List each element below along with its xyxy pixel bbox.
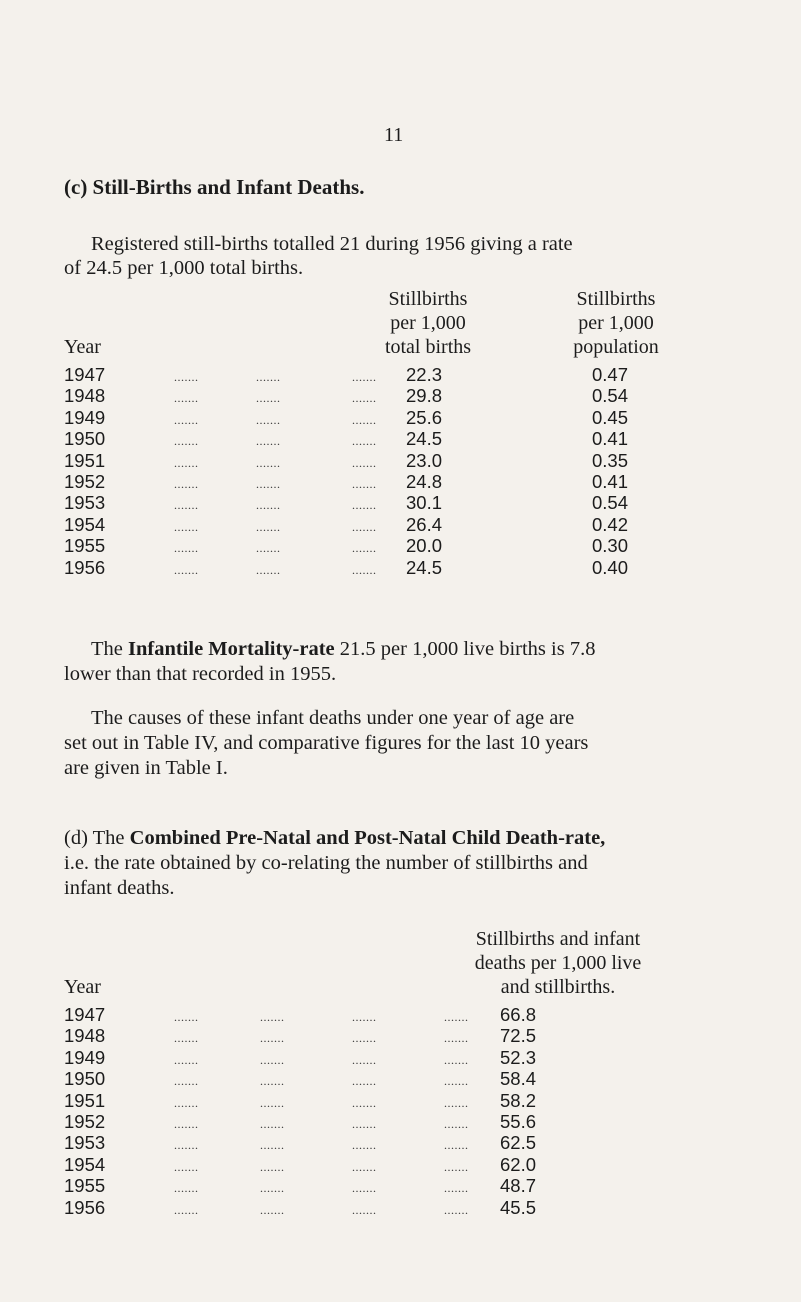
leader-dots: .......: [352, 1202, 377, 1217]
table-c-col3-header: [548, 287, 684, 359]
leader-dots: .......: [256, 434, 281, 449]
stillbirths-per-births-cell: 26.4: [406, 513, 443, 535]
table-d-row: [0, 1004, 801, 1028]
stillbirths-per-pop-cell: 0.47: [592, 364, 629, 385]
leader-dots: .......: [444, 1031, 469, 1046]
stillbirths-per-pop-cell: 0.54: [592, 492, 629, 514]
year-cell: 1955: [64, 1175, 106, 1197]
table-c-row: [0, 428, 801, 452]
paragraph-infant-mortality: [91, 636, 595, 662]
leader-dots: .......: [174, 477, 199, 491]
leader-dots: .......: [352, 498, 377, 513]
leader-dots: .......: [174, 412, 199, 427]
table-c-col-year: Year: [64, 336, 101, 358]
leader-dots: .......: [352, 519, 377, 534]
leader-dots: .......: [352, 1031, 377, 1046]
leader-dots: .......: [352, 370, 377, 384]
leader-dots: .......: [352, 1095, 377, 1110]
year-cell: 1950: [64, 428, 106, 450]
leader-dots: .......: [174, 391, 199, 406]
stillbirths-per-pop-cell: 0.35: [592, 449, 629, 471]
p2-post: 21.5 per 1,000 live births is 7.8: [334, 638, 596, 660]
stillbirths-per-births-cell: 24.8: [406, 471, 443, 492]
table-d-col2-line2: deaths per 1,000 live: [474, 952, 642, 974]
leader-dots: .......: [174, 434, 199, 449]
stillbirths-per-pop-cell: 0.45: [592, 406, 629, 428]
table-c-row: [0, 407, 801, 431]
stillbirths-per-births-cell: 22.3: [406, 364, 443, 385]
p2-pre: The: [91, 638, 128, 660]
combined-rate-cell: 52.3: [500, 1046, 537, 1068]
leader-dots: .......: [352, 1181, 377, 1196]
table-d-row: [0, 1197, 801, 1221]
page-number: 11: [384, 124, 404, 146]
leader-dots: .......: [352, 455, 377, 470]
leader-dots: .......: [352, 1117, 377, 1131]
leader-dots: .......: [174, 1138, 199, 1153]
leader-dots: .......: [174, 562, 199, 577]
leader-dots: .......: [174, 541, 199, 556]
leader-dots: .......: [174, 455, 199, 470]
leader-dots: .......: [256, 391, 281, 406]
year-cell: 1948: [64, 1025, 106, 1047]
paragraph-infant-mortality-line2: lower than that recorded in 1955.: [64, 663, 337, 685]
year-cell: 1953: [64, 492, 106, 514]
year-cell: 1949: [64, 406, 106, 428]
leader-dots: .......: [444, 1117, 469, 1131]
leader-dots: .......: [174, 519, 199, 534]
table-c-row: [0, 557, 801, 581]
combined-rate-cell: 48.7: [500, 1175, 537, 1197]
leader-dots: .......: [352, 434, 377, 449]
section-d-label: (d) The: [64, 827, 130, 849]
stillbirths-per-births-cell: 23.0: [406, 449, 443, 471]
leader-dots: .......: [174, 1052, 199, 1067]
table-d-row: [0, 1047, 801, 1071]
table-c-row: [0, 492, 801, 516]
year-cell: 1956: [64, 556, 106, 578]
year-cell: 1954: [64, 513, 106, 535]
year-cell: 1954: [64, 1153, 106, 1175]
combined-rate-cell: 62.5: [500, 1132, 537, 1154]
table-c-col2-header: [362, 287, 494, 359]
leader-dots: .......: [260, 1074, 285, 1089]
table-d-row: [0, 1068, 801, 1092]
table-c-col2-line2: per 1,000: [390, 312, 466, 334]
table-d-row: [0, 1132, 801, 1156]
year-cell: 1947: [64, 1004, 106, 1025]
leader-dots: .......: [174, 1159, 199, 1174]
leader-dots: .......: [256, 370, 281, 384]
table-d-row: [0, 1090, 801, 1114]
combined-rate-cell: 45.5: [500, 1196, 537, 1218]
combined-rate-cell: 72.5: [500, 1025, 537, 1047]
leader-dots: .......: [256, 541, 281, 556]
leader-dots: .......: [256, 412, 281, 427]
year-cell: 1951: [64, 449, 106, 471]
leader-dots: .......: [352, 562, 377, 577]
section-c-intro-line1: Registered still-births totalled 21 during 1956 giving a rate: [91, 233, 573, 255]
stillbirths-per-pop-cell: 0.41: [592, 471, 629, 492]
leader-dots: .......: [444, 1159, 469, 1174]
year-cell: 1950: [64, 1068, 106, 1090]
table-d-row: [0, 1175, 801, 1199]
leader-dots: .......: [256, 562, 281, 577]
paragraph-causes-line3: are given in Table I.: [64, 757, 228, 779]
leader-dots: .......: [444, 1202, 469, 1217]
leader-dots: .......: [444, 1095, 469, 1110]
year-cell: 1947: [64, 364, 106, 385]
table-c-row: [0, 471, 801, 495]
table-d-row: [0, 1154, 801, 1178]
combined-rate-cell: 66.8: [500, 1004, 537, 1025]
stillbirths-per-pop-cell: 0.42: [592, 513, 629, 535]
table-c-col2-line3: total births: [384, 336, 472, 358]
stillbirths-per-births-cell: 20.0: [406, 535, 443, 557]
section-c-heading: (c) Still-Births and Infant Deaths.: [64, 175, 365, 199]
leader-dots: .......: [352, 1074, 377, 1089]
table-c-row: [0, 385, 801, 409]
section-d-heading-bold: Combined Pre-Natal and Post-Natal Child Death-rate,: [129, 827, 606, 849]
year-cell: 1949: [64, 1046, 106, 1068]
leader-dots: .......: [444, 1074, 469, 1089]
leader-dots: .......: [256, 477, 281, 491]
table-d-col2-line3: and stillbirths.: [500, 976, 616, 998]
leader-dots: .......: [256, 498, 281, 513]
table-c-row: [0, 535, 801, 559]
section-c-intro-line2: of 24.5 per 1,000 total births.: [64, 257, 304, 279]
leader-dots: .......: [352, 1010, 377, 1024]
year-cell: 1953: [64, 1132, 106, 1154]
table-c-col2-line1: Stillbirths: [388, 288, 468, 310]
stillbirths-per-pop-cell: 0.54: [592, 385, 629, 407]
year-cell: 1956: [64, 1196, 106, 1218]
year-cell: 1952: [64, 1111, 106, 1132]
table-c-col3-line3: population: [573, 336, 659, 358]
combined-rate-cell: 55.6: [500, 1111, 537, 1132]
section-d-line3: infant deaths.: [64, 877, 175, 899]
stillbirths-per-births-cell: 29.8: [406, 385, 443, 407]
year-cell: 1951: [64, 1089, 106, 1111]
leader-dots: .......: [444, 1181, 469, 1196]
leader-dots: .......: [260, 1202, 285, 1217]
leader-dots: .......: [352, 477, 377, 491]
leader-dots: .......: [352, 1052, 377, 1067]
stillbirths-per-births-cell: 24.5: [406, 556, 443, 578]
year-cell: 1952: [64, 471, 106, 492]
leader-dots: .......: [174, 370, 199, 384]
leader-dots: .......: [260, 1138, 285, 1153]
table-c-row: [0, 514, 801, 538]
combined-rate-cell: 58.4: [500, 1068, 537, 1090]
stillbirths-per-births-cell: 30.1: [406, 492, 443, 514]
leader-dots: .......: [174, 1074, 199, 1089]
stillbirths-per-pop-cell: 0.30: [592, 535, 629, 557]
leader-dots: .......: [444, 1010, 469, 1024]
leader-dots: .......: [260, 1095, 285, 1110]
table-c-col3-line1: Stillbirths: [576, 288, 656, 310]
paragraph-causes-line2: set out in Table IV, and comparative figures for the last 10 years: [64, 732, 589, 754]
leader-dots: .......: [256, 519, 281, 534]
leader-dots: .......: [260, 1052, 285, 1067]
leader-dots: .......: [174, 1010, 199, 1024]
stillbirths-per-births-cell: 24.5: [406, 428, 443, 450]
table-d-col2-header: [448, 927, 668, 999]
leader-dots: .......: [260, 1181, 285, 1196]
leader-dots: .......: [174, 1181, 199, 1196]
table-d-col-year: Year: [64, 976, 101, 998]
stillbirths-per-pop-cell: 0.40: [592, 556, 629, 578]
leader-dots: .......: [260, 1010, 285, 1024]
leader-dots: .......: [352, 1138, 377, 1153]
leader-dots: .......: [444, 1138, 469, 1153]
table-d-row: [0, 1111, 801, 1135]
leader-dots: .......: [260, 1031, 285, 1046]
year-cell: 1948: [64, 385, 106, 407]
leader-dots: .......: [174, 1117, 199, 1131]
leader-dots: .......: [256, 455, 281, 470]
table-c-row: [0, 450, 801, 474]
leader-dots: .......: [174, 1095, 199, 1110]
leader-dots: .......: [352, 391, 377, 406]
leader-dots: .......: [352, 412, 377, 427]
leader-dots: .......: [260, 1159, 285, 1174]
table-c-row: [0, 364, 801, 388]
combined-rate-cell: 58.2: [500, 1089, 537, 1111]
year-cell: 1955: [64, 535, 106, 557]
leader-dots: .......: [352, 1159, 377, 1174]
paragraph-causes-line1: The causes of these infant deaths under one year of age are: [91, 707, 575, 729]
table-c-col3-line2: per 1,000: [578, 312, 654, 334]
section-d-heading: [64, 825, 605, 851]
table-d-row: [0, 1025, 801, 1049]
leader-dots: .......: [260, 1117, 285, 1131]
combined-rate-cell: 62.0: [500, 1153, 537, 1175]
stillbirths-per-births-cell: 25.6: [406, 406, 443, 428]
leader-dots: .......: [174, 1202, 199, 1217]
leader-dots: .......: [352, 541, 377, 556]
stillbirths-per-pop-cell: 0.41: [592, 428, 629, 450]
leader-dots: .......: [174, 1031, 199, 1046]
table-d-col2-line1: Stillbirths and infant: [475, 928, 641, 950]
leader-dots: .......: [444, 1052, 469, 1067]
leader-dots: .......: [174, 498, 199, 513]
section-d-line2: i.e. the rate obtained by co-relating the number of stillbirths and: [64, 852, 588, 874]
p2-bold: Infantile Mortality-rate: [128, 638, 335, 660]
